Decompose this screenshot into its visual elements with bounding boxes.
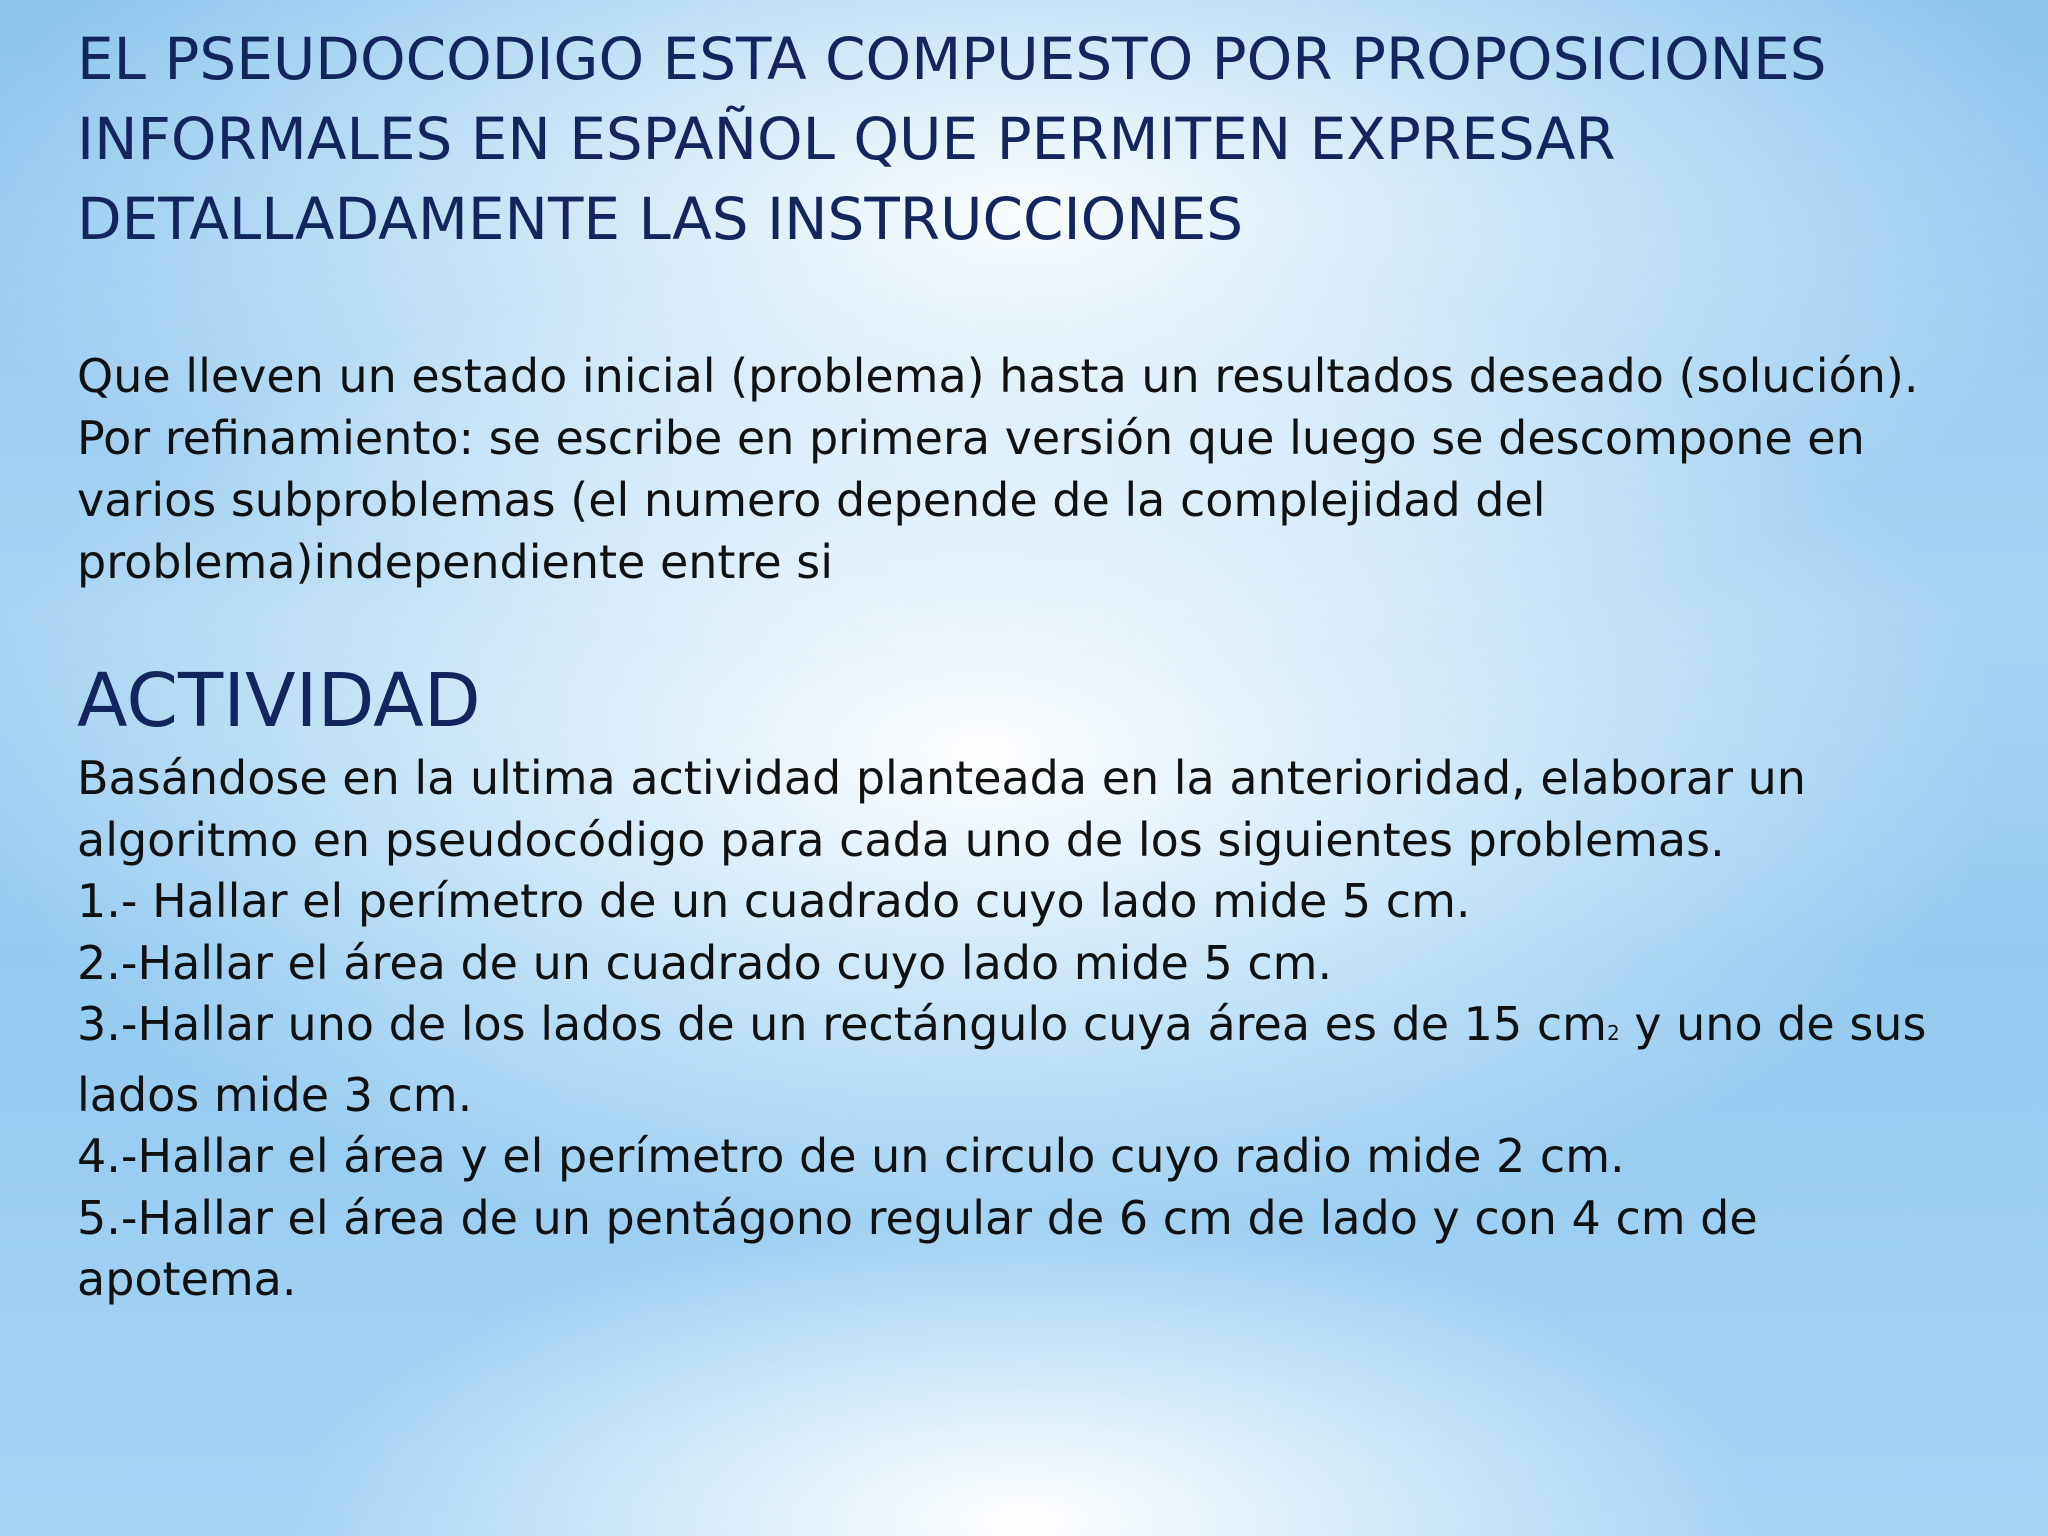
problem-item-3-line-2: lados mide 3 cm. bbox=[77, 1067, 473, 1122]
problem-item-3 bbox=[77, 994, 2027, 1065]
intro-line-1: Que lleven un estado inicial (problema) hasta un resultados deseado (solución). bbox=[77, 349, 1919, 403]
problem-item-3-text: 3.-Hallar uno de los lados de un rectángulo cuya área es de 15 cm bbox=[77, 997, 1607, 1051]
intro-line-3: varios subproblemas (el numero depende de la complejidad del bbox=[77, 473, 1546, 527]
area-unit-exponent: 2 bbox=[1606, 1021, 1620, 1045]
title-line-1: EL PSEUDOCODIGO ESTA COMPUESTO POR PROPOSICIONES bbox=[77, 25, 1827, 93]
problem-item-1: 1.- Hallar el perímetro de un cuadrado cuyo lado mide 5 cm. bbox=[77, 874, 1471, 928]
slide-title bbox=[77, 19, 2027, 259]
title-line-2: INFORMALES EN ESPAÑOL QUE PERMITEN EXPRESAR bbox=[77, 105, 1616, 173]
activity-body bbox=[77, 748, 2027, 1311]
problem-item-4: 4.-Hallar el área y el perímetro de un circulo cuyo radio mide 2 cm. bbox=[77, 1129, 1625, 1183]
problem-item-3-continuation: y uno de sus bbox=[1619, 997, 1927, 1051]
problem-item-2: 2.-Hallar el área de un cuadrado cuyo lado mide 5 cm. bbox=[77, 935, 1333, 990]
problem-item-5-line-2: apotema. bbox=[77, 1252, 297, 1306]
activity-heading: ACTIVIDAD bbox=[77, 658, 481, 744]
intro-line-4: problema)independiente entre si bbox=[77, 535, 834, 589]
activity-intro-line-1: Basándose en la ultima actividad planteada en la anterioridad, elaborar un bbox=[77, 751, 1806, 805]
intro-line-2: Por refinamiento: se escribe en primera versión que luego se descompone en bbox=[77, 411, 1865, 465]
activity-intro-line-2: algoritmo en pseudocódigo para cada uno de los siguientes problemas. bbox=[77, 812, 1725, 867]
intro-paragraph bbox=[77, 345, 2027, 593]
problem-item-5: 5.-Hallar el área de un pentágono regular de 6 cm de lado y con 4 cm de bbox=[77, 1190, 1758, 1245]
title-line-3: DETALLADAMENTE LAS INSTRUCCIONES bbox=[77, 185, 1244, 253]
